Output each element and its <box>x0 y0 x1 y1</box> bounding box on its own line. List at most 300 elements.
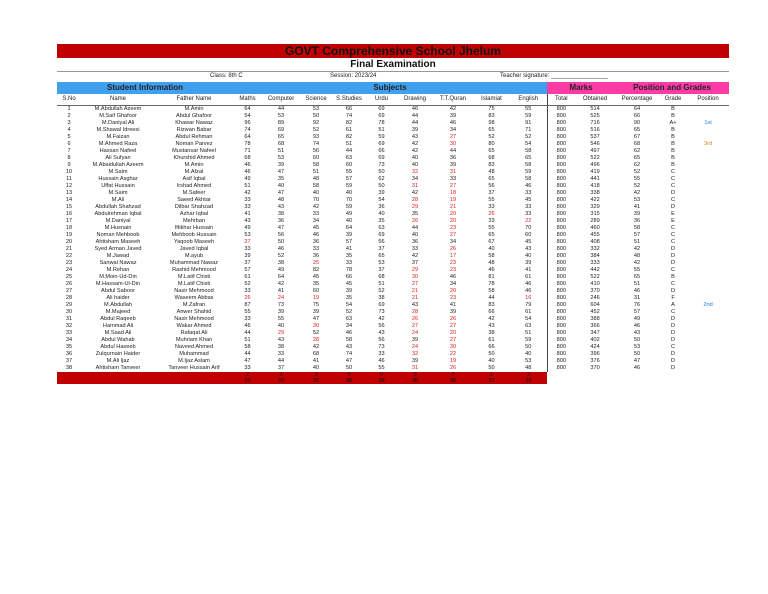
table-cell: 47 <box>345 358 353 364</box>
column-header: S.No <box>57 94 81 106</box>
table-cell: 81 <box>488 274 495 280</box>
table-cell: 50 <box>488 351 495 357</box>
table-cell: 33 <box>244 204 251 210</box>
table-cell: 45 <box>525 197 532 203</box>
table-cell: 23 <box>65 260 73 266</box>
table-cell: Khawar Nawaz <box>175 120 213 126</box>
table-row <box>57 106 729 114</box>
table-cell: 74 <box>312 141 320 147</box>
table-cell <box>687 309 729 316</box>
pass-count-row <box>57 378 729 384</box>
table-cell: A <box>671 302 675 308</box>
table-cell: 75 <box>312 302 320 308</box>
table-cell: 800 <box>547 197 575 204</box>
table-cell: 43 <box>277 337 285 343</box>
table-cell: 66 <box>345 106 353 112</box>
table-cell: D <box>671 246 676 252</box>
table-cell: 26 <box>411 218 419 224</box>
table-cell: 716 <box>590 120 600 126</box>
table-cell: 800 <box>547 302 575 309</box>
table-cell: C <box>671 344 676 350</box>
table-cell: 333 <box>590 260 600 266</box>
table-cell: 34 <box>65 337 73 343</box>
table-cell: 22 <box>525 218 532 224</box>
table-cell: 52 <box>633 169 641 175</box>
table-cell: 33 <box>312 246 320 252</box>
table-cell: Noman Mehboob <box>96 232 140 238</box>
subjects-header: Subjects <box>233 82 547 94</box>
table-cell: 92 <box>312 120 320 126</box>
table-cell: 62 <box>378 176 385 182</box>
table-cell: 62 <box>633 162 641 168</box>
table-cell: 33 <box>378 351 385 357</box>
table-cell: M.Safeer <box>182 190 206 196</box>
table-cell: 66 <box>633 113 641 119</box>
column-header: S.Studies <box>332 94 366 106</box>
table-cell <box>687 211 729 218</box>
table-cell <box>687 260 729 267</box>
table-cell: 452 <box>590 309 600 315</box>
table-cell: 800 <box>547 267 575 274</box>
table-cell: 37 <box>378 267 385 273</box>
table-cell: 800 <box>547 246 575 253</box>
table-cell: 370 <box>590 288 600 294</box>
table-cell: 39 <box>449 309 457 315</box>
table-cell: 36 <box>65 351 73 357</box>
column-header: Grade <box>659 94 687 106</box>
column-header: Position <box>687 94 729 106</box>
table-cell: 46 <box>244 169 251 175</box>
table-cell: 30 <box>312 323 320 329</box>
table-cell: 40 <box>411 155 419 161</box>
table-cell: 43 <box>525 246 532 252</box>
table-cell: Nasir Mehmood <box>174 316 214 322</box>
table-cell: 58 <box>488 253 495 259</box>
table-cell: 70 <box>345 197 353 203</box>
table-cell: 40 <box>525 253 532 259</box>
table-cell: 315 <box>590 211 600 217</box>
table-cell: 33 <box>65 330 73 336</box>
table-cell: 23 <box>449 225 457 231</box>
table-cell: 24 <box>411 344 419 350</box>
table-cell: M.Ahmed Raza <box>98 141 138 147</box>
table-cell: 53 <box>525 358 532 364</box>
column-header: Computer <box>262 94 300 106</box>
table-cell: 38 <box>277 260 285 266</box>
table-cell: 69 <box>378 141 385 147</box>
table-cell: 33 <box>244 365 251 371</box>
table-cell <box>687 288 729 295</box>
table-cell <box>687 365 729 372</box>
table-cell: Zulqurnain Haider <box>95 351 141 357</box>
table-cell: 52 <box>312 127 320 133</box>
table-cell: Hammad Ali <box>102 323 134 329</box>
table-cell: 79 <box>525 302 532 308</box>
table-cell: M.Amin <box>184 106 204 112</box>
table-row <box>57 302 729 309</box>
table-cell: 65 <box>525 155 532 161</box>
table-cell: 73 <box>277 302 285 308</box>
table-cell: M.Zafran <box>182 302 206 308</box>
table-cell: 40 <box>488 358 495 364</box>
table-cell: 29 <box>65 302 73 308</box>
table-cell: 604 <box>590 302 600 308</box>
table-cell: 800 <box>547 134 575 141</box>
table-cell: 246 <box>590 295 600 301</box>
table-cell: 20 <box>449 211 457 217</box>
table-cell: 43 <box>411 134 419 140</box>
table-cell <box>687 253 729 260</box>
table-cell: 40 <box>378 211 385 217</box>
table-cell: 33 <box>277 351 285 357</box>
table-cell: 26 <box>244 295 251 301</box>
table-cell: 20 <box>449 218 457 224</box>
table-cell: 800 <box>547 253 575 260</box>
table-cell: 537 <box>590 134 600 140</box>
table-cell: 98 <box>488 120 495 126</box>
table-cell: 35 <box>277 176 285 182</box>
table-cell: D <box>671 358 676 364</box>
table-cell: 64 <box>277 274 285 280</box>
table-cell: 28 <box>312 337 320 343</box>
table-cell: 59 <box>525 113 532 119</box>
table-cell: 460 <box>590 225 600 231</box>
table-cell: 37 <box>378 246 385 252</box>
table-cell: 800 <box>547 141 575 148</box>
table-cell <box>687 295 729 302</box>
table-row <box>57 162 729 169</box>
table-cell: 36 <box>633 218 641 224</box>
table-cell: 50 <box>488 365 495 371</box>
summary-cell: 0 <box>332 372 366 378</box>
column-header-row <box>57 94 729 106</box>
table-cell: 36 <box>449 155 457 161</box>
table-cell: 42 <box>633 190 641 196</box>
table-cell: 31 <box>633 295 641 301</box>
table-cell: 13 <box>65 190 73 196</box>
section-header-row <box>57 82 729 94</box>
table-cell: 36 <box>411 239 419 245</box>
table-cell: 59 <box>525 169 532 175</box>
table-cell: 23 <box>449 267 457 273</box>
table-cell: 38 <box>488 330 495 336</box>
table-cell: 24 <box>65 267 73 273</box>
table-cell: 66 <box>345 274 353 280</box>
table-cell: 55 <box>488 225 495 231</box>
table-cell: 24 <box>277 295 285 301</box>
table-cell: 800 <box>547 274 575 281</box>
table-cell: B <box>671 162 675 168</box>
table-cell: C <box>671 232 676 238</box>
table-cell: 37 <box>488 190 495 196</box>
table-cell: 82 <box>312 267 320 273</box>
table-cell: 60 <box>525 232 532 238</box>
table-cell: 39 <box>277 162 285 168</box>
table-cell: 17 <box>65 218 73 224</box>
table-cell: 42 <box>411 190 419 196</box>
table-cell: 14 <box>65 197 73 203</box>
table-cell: M.Saif Ghafoor <box>99 113 137 119</box>
table-cell: 21 <box>411 288 419 294</box>
table-cell: 42 <box>244 190 251 196</box>
table-cell: 30 <box>65 309 73 315</box>
table-cell: M.Saim <box>108 190 128 196</box>
summary-cell: 2 <box>262 372 300 378</box>
table-cell: 27 <box>449 232 457 238</box>
table-cell: 24 <box>411 330 419 336</box>
table-cell: 58 <box>244 344 251 350</box>
table-cell: M.Afzal <box>184 169 204 175</box>
table-cell: 19 <box>65 232 73 238</box>
table-cell: 43 <box>378 330 385 336</box>
table-cell: 68 <box>277 141 285 147</box>
table-cell: M.Shawal Idreesi <box>96 127 140 133</box>
table-cell: 63 <box>378 225 385 231</box>
table-row <box>57 225 729 232</box>
table-cell: 66 <box>488 344 495 350</box>
table-row <box>57 134 729 141</box>
table-cell: 338 <box>590 190 600 196</box>
table-cell: 46 <box>525 183 532 189</box>
table-cell <box>687 176 729 183</box>
table-cell: 50 <box>633 351 641 357</box>
table-cell: D <box>671 365 676 371</box>
table-cell: Irshad Ahmed <box>176 183 212 189</box>
table-cell: 46 <box>633 288 641 294</box>
table-cell: 61 <box>244 274 251 280</box>
table-cell: 55 <box>633 267 641 273</box>
table-cell: 384 <box>590 253 600 259</box>
table-cell <box>687 169 729 176</box>
table-cell: 408 <box>590 239 600 245</box>
table-cell: Dilbar Shahzad <box>174 204 214 210</box>
table-cell: 800 <box>547 127 575 134</box>
table-cell: 45 <box>312 274 320 280</box>
table-cell: M.Moin-Ud-Din <box>99 274 137 280</box>
table-cell: 57 <box>244 267 251 273</box>
column-header: T.T.Quran <box>433 94 473 106</box>
column-header: Percentage <box>615 94 659 106</box>
table-cell: 20 <box>449 288 457 294</box>
summary-cell: 38 <box>433 378 473 384</box>
table-cell: 800 <box>547 337 575 344</box>
table-cell: Abdul Raqeeb <box>100 316 136 322</box>
table-cell <box>687 351 729 358</box>
table-cell: 54 <box>378 197 385 203</box>
table-row <box>57 288 729 295</box>
table-row <box>57 309 729 316</box>
table-cell: 39 <box>345 288 353 294</box>
table-cell: 53 <box>244 232 251 238</box>
table-cell: 55 <box>345 169 353 175</box>
summary-cell: 36 <box>262 378 300 384</box>
table-cell: 51 <box>244 337 251 343</box>
table-cell: 39 <box>378 190 385 196</box>
table-cell: C <box>671 225 676 231</box>
table-cell: 47 <box>312 316 320 322</box>
table-cell: 73 <box>378 309 385 315</box>
table-cell: 35 <box>65 344 73 350</box>
table-cell: 410 <box>590 281 600 287</box>
table-cell: M.Majeed <box>105 309 131 315</box>
table-cell: D <box>671 190 676 196</box>
table-cell <box>687 232 729 239</box>
teacher-signature: Teacher signature: _________________ <box>500 73 608 79</box>
table-cell: 63 <box>525 323 532 329</box>
summary-cell: 2 <box>510 372 547 378</box>
table-cell: M.Ijaz Aslam <box>178 358 210 364</box>
table-cell: M.Amin <box>184 162 204 168</box>
table-cell: 73 <box>378 344 385 350</box>
table-cell: 18 <box>449 190 457 196</box>
table-cell: 50 <box>312 113 320 119</box>
table-cell: 376 <box>590 358 600 364</box>
table-cell: 800 <box>547 211 575 218</box>
table-cell: 1st <box>704 120 712 126</box>
summary-cell: 0 <box>433 372 473 378</box>
table-row <box>57 281 729 288</box>
table-cell: 33 <box>244 246 251 252</box>
table-cell: 23 <box>449 260 457 266</box>
table-cell: 42 <box>449 106 457 112</box>
table-cell: 45 <box>312 225 320 231</box>
table-cell: C <box>671 309 676 315</box>
class-label: Class: 8th C <box>210 73 243 79</box>
table-cell: 65 <box>488 232 495 238</box>
table-cell: D <box>671 316 676 322</box>
table-cell: 52 <box>525 134 532 140</box>
table-row <box>57 197 729 204</box>
table-cell: 29 <box>411 267 419 273</box>
table-cell: 396 <box>590 351 600 357</box>
table-cell <box>687 316 729 323</box>
table-cell <box>687 344 729 351</box>
table-cell <box>687 183 729 190</box>
table-cell: 27 <box>449 183 457 189</box>
table-cell: 70 <box>525 225 532 231</box>
table-cell: 42 <box>411 253 419 259</box>
column-header: Urdu <box>366 94 397 106</box>
table-cell: 4 <box>67 127 71 133</box>
table-cell: 35 <box>345 253 353 259</box>
summary-cell: 38 <box>397 378 433 384</box>
table-cell: 42 <box>633 246 641 252</box>
table-cell <box>687 330 729 337</box>
table-cell: 6 <box>67 141 71 147</box>
table-cell: 366 <box>590 323 600 329</box>
table-cell: C <box>671 176 676 182</box>
table-cell: 56 <box>378 239 385 245</box>
table-cell: B <box>671 127 675 133</box>
table-cell: 28 <box>65 295 73 301</box>
table-cell: 57 <box>633 232 641 238</box>
table-cell: 46 <box>525 288 532 294</box>
table-cell: 49 <box>244 225 251 231</box>
table-cell: 82 <box>345 120 353 126</box>
table-cell: 36 <box>277 218 285 224</box>
table-cell: 37 <box>244 260 251 266</box>
table-cell: B <box>671 155 675 161</box>
table-cell: 46 <box>244 323 251 329</box>
table-cell: 46 <box>411 106 419 112</box>
table-cell: Abdulrehman Iqbal <box>94 211 142 217</box>
table-cell: 50 <box>378 169 385 175</box>
table-cell: D <box>671 260 676 266</box>
table-cell: 47 <box>633 358 641 364</box>
table-cell: 43 <box>488 323 495 329</box>
position-header: Position and Grades <box>615 82 729 94</box>
summary-cell: 38 <box>366 378 397 384</box>
table-cell: 21 <box>411 295 419 301</box>
table-cell: 514 <box>590 106 600 112</box>
table-cell: 43 <box>633 330 641 336</box>
table-cell: 33 <box>411 246 419 252</box>
table-cell: 55 <box>633 176 641 182</box>
table-cell: 47 <box>277 190 285 196</box>
table-cell <box>687 197 729 204</box>
summary-cell: 2 <box>233 372 262 378</box>
table-cell: 34 <box>312 218 320 224</box>
table-cell: 48 <box>488 260 495 266</box>
table-cell: 40 <box>277 183 285 189</box>
table-cell <box>687 358 729 365</box>
table-cell: 69 <box>378 113 385 119</box>
table-cell: Azhar Iqbal <box>179 211 209 217</box>
table-row <box>57 155 729 162</box>
table-row <box>57 232 729 239</box>
table-cell: Waseem Abbas <box>174 295 214 301</box>
table-cell: 56 <box>488 183 495 189</box>
table-row <box>57 190 729 197</box>
table-cell: 25 <box>312 260 320 266</box>
table-cell: 21 <box>449 204 457 210</box>
table-cell: 65 <box>488 127 495 133</box>
table-cell: D <box>671 253 676 259</box>
table-cell: 3 <box>67 120 71 126</box>
table-cell: 73 <box>378 162 385 168</box>
table-cell: Abdul Saboor <box>101 288 135 294</box>
summary-cell: 0 <box>397 372 433 378</box>
table-row <box>57 141 729 148</box>
table-cell: 800 <box>547 176 575 183</box>
table-cell: 388 <box>590 316 600 322</box>
table-cell: 36 <box>312 239 320 245</box>
table-cell: 496 <box>590 162 600 168</box>
table-cell: 55 <box>378 365 385 371</box>
table-cell: 44 <box>488 295 495 301</box>
table-cell: 2 <box>67 113 71 119</box>
table-cell: 800 <box>547 232 575 239</box>
table-cell: Noman Parvez <box>175 141 213 147</box>
table-cell: 49 <box>345 211 353 217</box>
table-cell: 32 <box>411 351 419 357</box>
table-cell: 37 <box>411 260 419 266</box>
student-info-header: Student Information <box>57 82 233 94</box>
table-cell: 800 <box>547 365 575 372</box>
table-cell: 57 <box>633 309 641 315</box>
table-cell: M.Abdullah <box>104 302 132 308</box>
table-cell <box>687 239 729 246</box>
table-cell: 424 <box>590 344 600 350</box>
table-cell: C <box>671 267 676 273</box>
table-cell: 29 <box>411 204 419 210</box>
table-row <box>57 246 729 253</box>
table-cell: 51 <box>277 148 285 154</box>
table-cell: 41 <box>312 358 320 364</box>
table-cell: 20 <box>449 330 457 336</box>
table-cell: 39 <box>345 232 353 238</box>
table-cell: 27 <box>449 337 457 343</box>
